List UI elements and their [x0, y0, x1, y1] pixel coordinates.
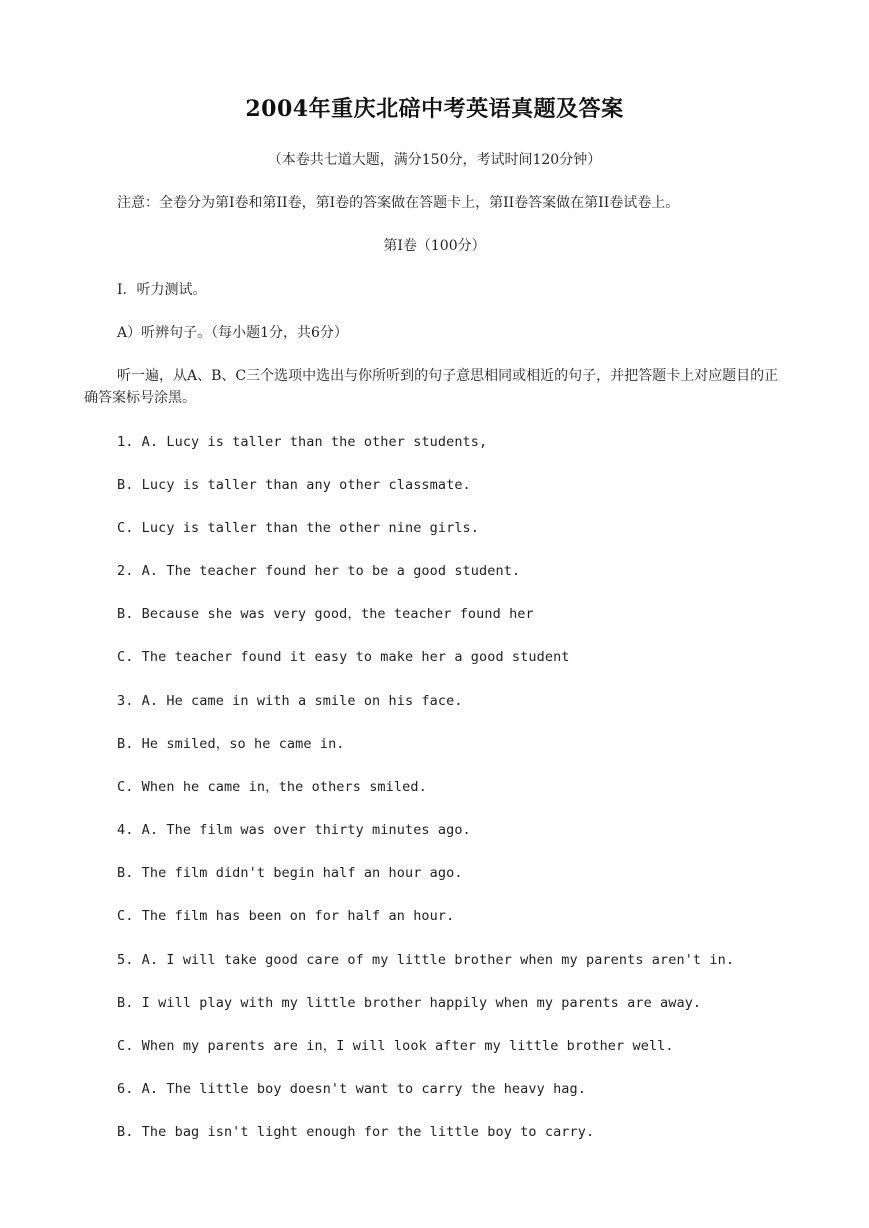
listening-instructions: 听一遍，从A、B、C三个选项中选出与你所听到的句子意思相同或相近的句子，并把答题卡上对应题目的正确答案标号涂黑。: [84, 368, 779, 406]
part-heading: 第I卷（100分）: [383, 238, 486, 254]
question-line: C. The teacher found it easy to make her a good student: [117, 649, 570, 665]
question-line: C. Lucy is taller than the other nine girls.: [117, 520, 480, 536]
question-line: C. When he came in，the others smiled.: [117, 779, 427, 795]
question-line: B. The bag isn't light enough for the little boy to carry.: [117, 1124, 595, 1140]
question-line: B. He smiled，so he came in.: [117, 736, 345, 752]
section-heading: I．听力测试。: [117, 282, 207, 298]
question-line: 3. A. He came in with a smile on his face.: [117, 693, 463, 709]
question-line: B. Lucy is taller than any other classmate.: [117, 477, 471, 493]
question-line: 6. A. The little boy doesn't want to carry the heavy hag.: [117, 1081, 586, 1097]
question-line: B. Because she was very good，the teacher found her: [117, 606, 534, 622]
document-title: 2004年重庆北碚中考英语真题及答案: [245, 96, 624, 122]
question-line: 5. A. I will take good care of my little brother when my parents aren't in.: [117, 952, 735, 968]
exam-note: 注意：全卷分为第I卷和第II卷，第I卷的答案做在答题卡上，第II卷答案做在第II卷试卷上。: [117, 195, 680, 211]
document-subtitle: （本卷共七道大题，满分150分，考试时间120分钟）: [267, 152, 602, 168]
question-line: 1. A. Lucy is taller than the other students,: [117, 434, 488, 450]
question-line: 2. A. The teacher found her to be a good student.: [117, 563, 521, 579]
question-line: B. The film didn't begin half an hour ago.: [117, 865, 463, 881]
subsection-heading: A）听辨句子。（每小题1分，共6分）: [117, 325, 348, 341]
question-line: C. The film has been on for half an hour.: [117, 908, 455, 924]
question-line: 4. A. The film was over thirty minutes ago.: [117, 822, 471, 838]
question-line: B. I will play with my little brother happily when my parents are away.: [117, 995, 702, 1011]
question-line: C. When my parents are in，I will look after my little brother well.: [117, 1038, 674, 1054]
